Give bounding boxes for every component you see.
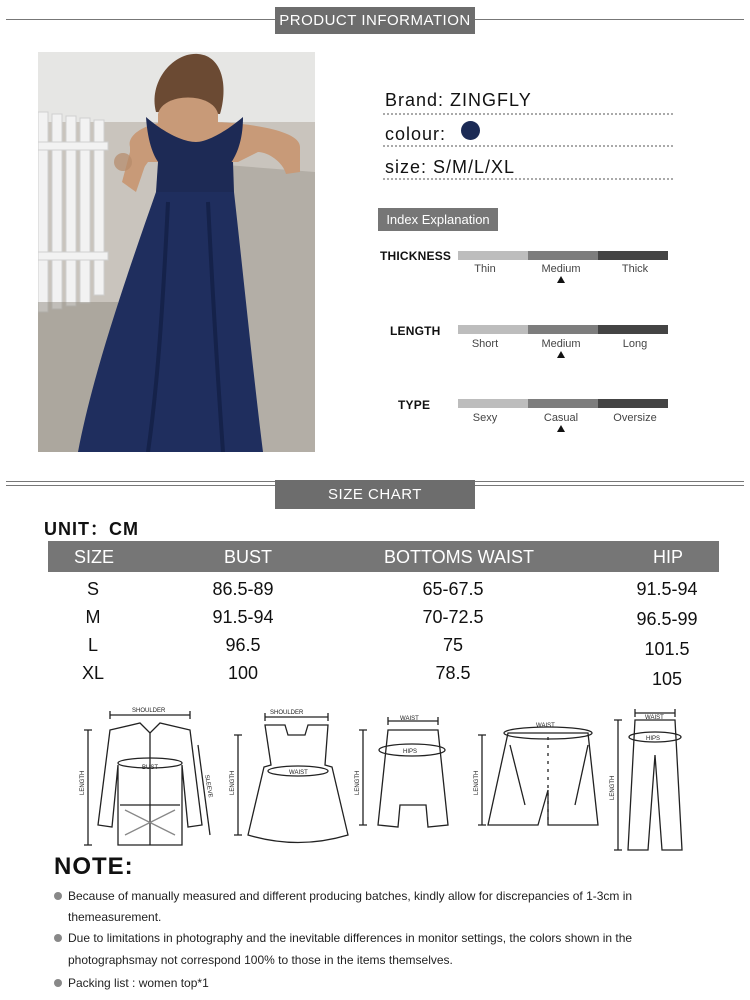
colour-label: colour:	[385, 124, 447, 144]
option-label: Medium	[541, 338, 581, 350]
waist-label: WAIST	[400, 716, 419, 722]
hips-label: HIPS	[646, 736, 661, 742]
index-row-label: TYPE	[398, 398, 431, 412]
note-item: photographsmay not correspond 100% to those in the items themselves.	[68, 953, 453, 967]
length-label: LENGTH	[355, 770, 361, 795]
selected-marker-icon	[557, 351, 565, 358]
cell-hip: 96.5-99	[636, 609, 698, 629]
shoulder-label: SHOULDER	[270, 710, 304, 716]
cell-bust: 91.5-94	[212, 607, 274, 627]
cell-size: XL	[81, 663, 105, 683]
note-title: NOTE:	[54, 853, 134, 880]
header-hip: HIP	[653, 547, 684, 567]
cell-bust: 100	[227, 663, 259, 683]
colour-swatch	[461, 121, 480, 140]
index-explanation-title: Index Explanation	[378, 208, 498, 231]
waist-label: WAIST	[536, 723, 555, 729]
cell-waist: 65-67.5	[422, 579, 484, 599]
cell-waist: 70-72.5	[422, 607, 484, 627]
hips-label: HIPS	[403, 749, 418, 755]
bullet-icon	[54, 979, 62, 987]
length-label: LENGTH	[80, 770, 86, 795]
length-label: LENGTH	[610, 775, 616, 800]
shoulder-label: SHOULDER	[132, 708, 166, 714]
option-label: Oversize	[613, 412, 657, 424]
size-table-header	[48, 541, 719, 572]
option-label: Thin	[474, 263, 496, 275]
product-photo	[38, 52, 315, 452]
option-label: Medium	[541, 263, 581, 275]
bullet-icon	[54, 934, 62, 942]
selected-marker-icon	[557, 276, 565, 283]
bust-label: BUST	[142, 765, 159, 771]
option-label: Thick	[621, 263, 649, 275]
option-label: Casual	[543, 412, 579, 424]
note-item: Because of manually measured and different producing batches, kindly allow for discrepancies of 1-3cm in	[68, 889, 633, 903]
note-item: themeasurement.	[68, 910, 162, 924]
cell-bust: 96.5	[225, 635, 261, 655]
product-information-banner: PRODUCT INFORMATION	[275, 7, 475, 34]
cell-waist: 75	[442, 635, 464, 655]
index-scale-bar	[458, 399, 668, 408]
cell-hip: 91.5-94	[636, 579, 698, 599]
index-row-label: THICKNESS	[380, 249, 452, 263]
unit-label: UNIT：CM	[44, 519, 139, 539]
note-item: Due to limitations in photography and the inevitable differences in monitor settings, the colors shown in the	[68, 931, 633, 945]
sleeve-label: SLEEVE	[203, 774, 213, 799]
header-bottoms-waist: BOTTOMS WAIST	[384, 547, 535, 567]
measurement-diagrams	[70, 705, 700, 855]
selected-marker-icon	[557, 425, 565, 432]
waist-label: WAIST	[289, 770, 308, 776]
cell-hip: 101.5	[644, 639, 690, 659]
cell-waist: 78.5	[435, 663, 471, 683]
option-label: Long	[622, 338, 648, 350]
header-size: SIZE	[74, 547, 115, 567]
header-bust: BUST	[224, 547, 273, 567]
brand-text: Brand: ZINGFLY	[385, 90, 532, 110]
length-label: LENGTH	[474, 770, 480, 795]
option-label: Sexy	[472, 412, 498, 424]
index-scale-bar	[458, 325, 668, 334]
index-row-label: LENGTH	[390, 324, 441, 338]
cell-size: M	[85, 607, 101, 627]
note-item: Packing list : women top*1	[68, 976, 209, 990]
cell-hip: 105	[651, 669, 683, 689]
cell-size: L	[87, 635, 98, 655]
waist-label: WAIST	[645, 715, 664, 721]
cell-bust: 86.5-89	[212, 579, 274, 599]
bullet-icon	[54, 892, 62, 900]
size-text: size: S/M/L/XL	[385, 157, 516, 177]
size-chart-banner: SIZE CHART	[275, 480, 475, 509]
length-label: LENGTH	[230, 770, 236, 795]
cell-size: S	[86, 579, 99, 599]
option-label: Short	[471, 338, 499, 350]
index-scale-bar	[458, 251, 668, 260]
